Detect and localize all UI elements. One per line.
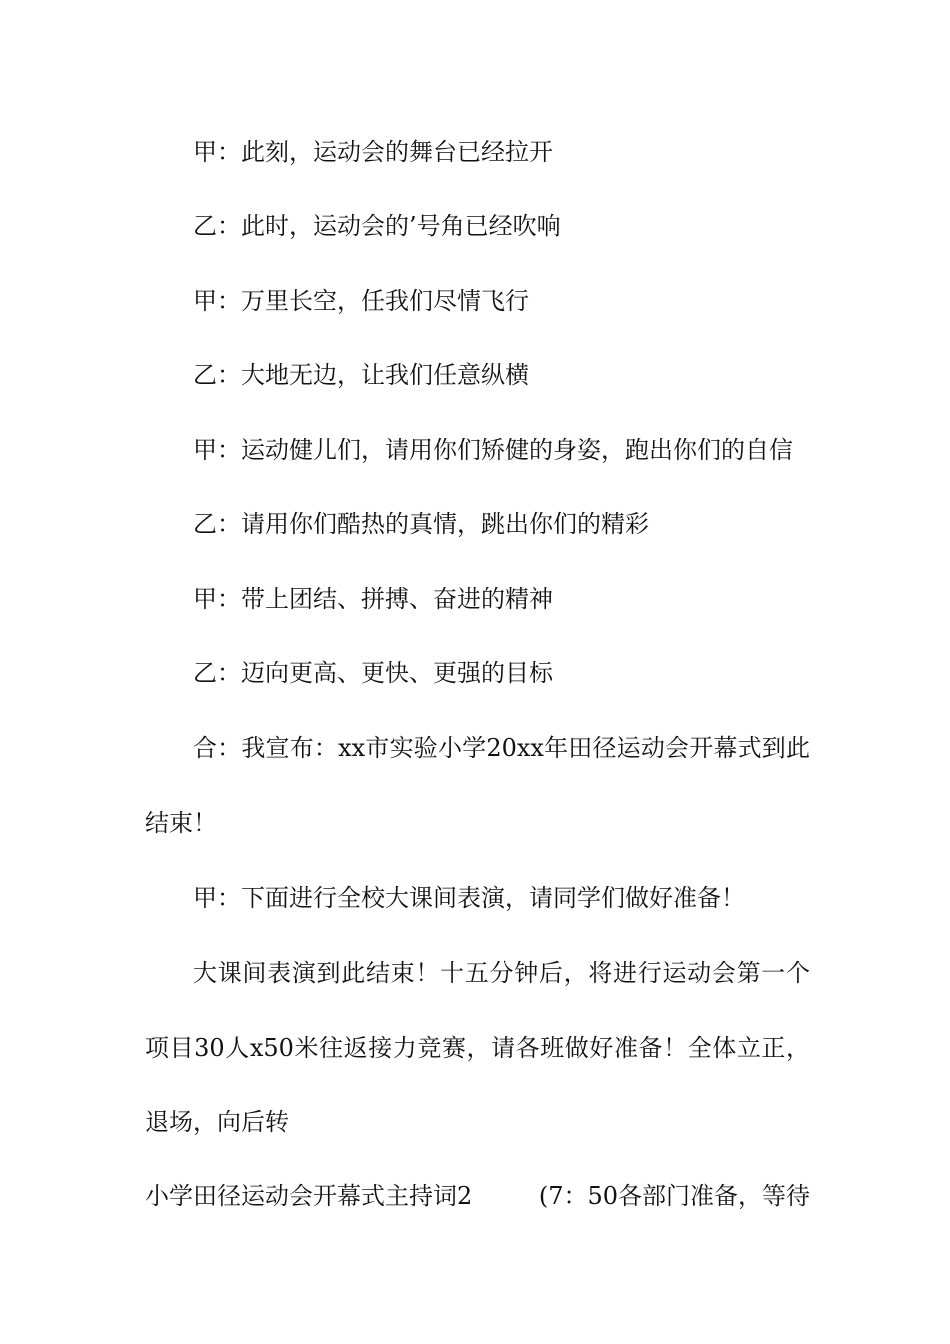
announcement-line-2: 结束！ xyxy=(145,809,217,837)
section-heading-row xyxy=(145,1181,810,1211)
dialogue-line-2: 乙：此时，运动会的’号角已经吹响 xyxy=(193,212,561,240)
paragraph-line-2: 项目30人x50米往返接力竞赛，请各班做好准备！全体立正， xyxy=(145,1034,810,1062)
paragraph-line-1: 大课间表演到此结束！十五分钟后，将进行运动会第一个 xyxy=(193,959,810,987)
dialogue-line-4: 乙：大地无边，让我们任意纵横 xyxy=(193,361,529,389)
dialogue-line-1: 甲：此刻，运动会的舞台已经拉开 xyxy=(193,138,553,166)
dialogue-line-8: 乙：迈向更高、更快、更强的目标 xyxy=(193,659,553,687)
dialogue-line-7: 甲：带上团结、拼搏、奋进的精神 xyxy=(193,585,553,613)
section-note: (7：50各部门准备，等待 xyxy=(538,1182,810,1210)
dialogue-line-6: 乙：请用你们酷热的真情，跳出你们的精彩 xyxy=(193,510,649,538)
dialogue-line-9: 甲：下面进行全校大课间表演，请同学们做好准备！ xyxy=(193,884,745,912)
dialogue-line-3: 甲：万里长空，任我们尽情飞行 xyxy=(193,287,529,315)
section-title: 小学田径运动会开幕式主持词2 xyxy=(145,1182,473,1210)
dialogue-line-5: 甲：运动健儿们，请用你们矫健的身姿，跑出你们的自信 xyxy=(193,436,793,464)
paragraph-line-3: 退场，向后转 xyxy=(145,1108,289,1136)
announcement-line-1: 合：我宣布：xx市实验小学20xx年田径运动会开幕式到此 xyxy=(193,734,810,762)
